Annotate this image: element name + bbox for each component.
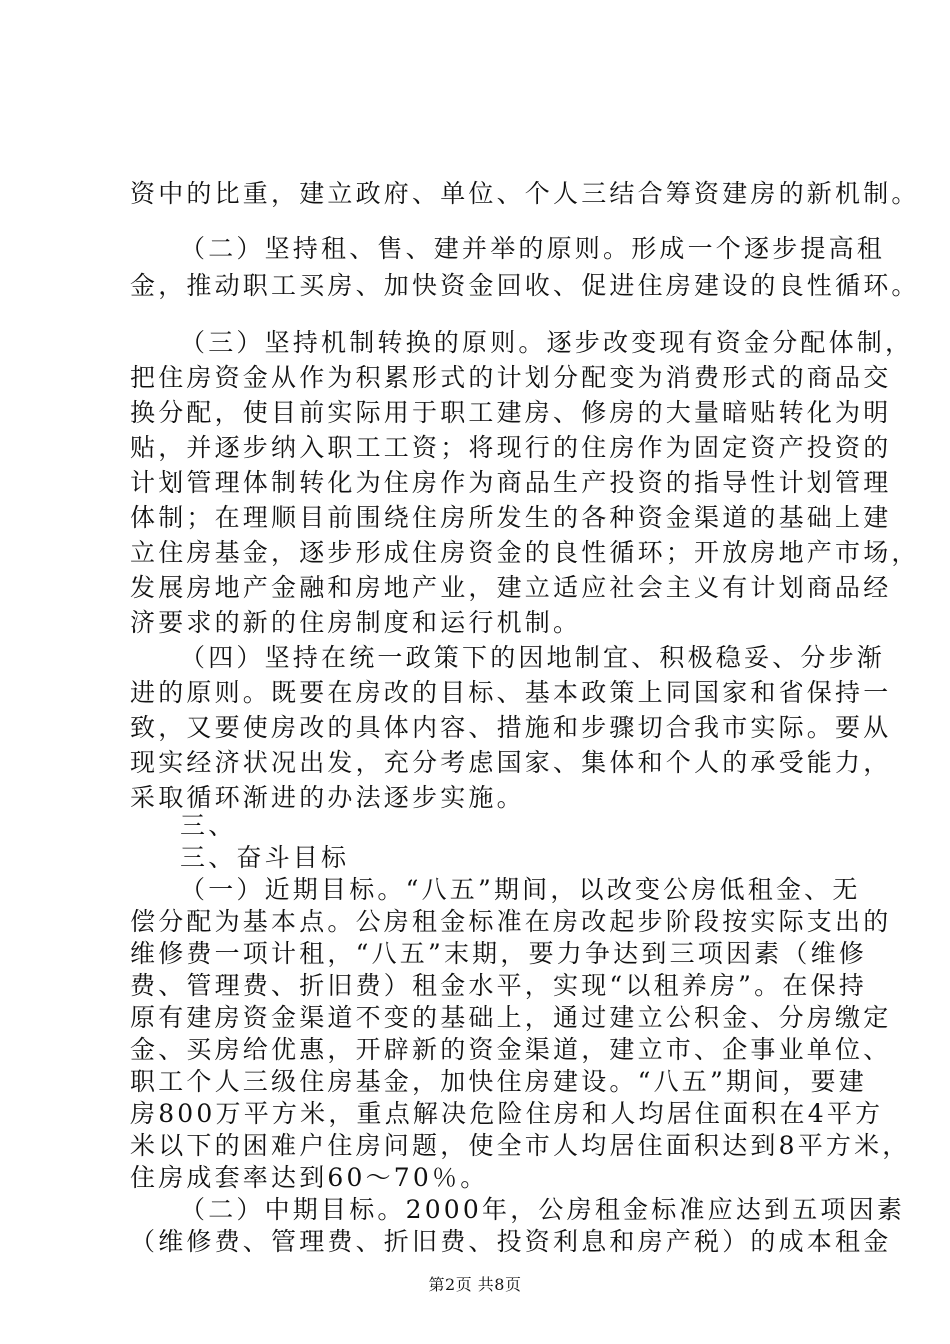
text-line: 住房成套率达到60～70％。 (130, 1163, 489, 1192)
text-line: （四）坚持在统一政策下的因地制宜、积极稳妥、分步渐 (180, 643, 886, 672)
text-line: （三）坚持机制转换的原则。逐步改变现有资金分配体制， (180, 328, 914, 357)
text-line: 把住房资金从作为积累形式的计划分配变为消费形式的商品交 (130, 363, 892, 392)
text-line: 济要求的新的住房制度和运行机制。 (130, 608, 582, 637)
text-line: 立住房基金，逐步形成住房资金的良性循环；开放房地产市场， (130, 538, 920, 567)
text-line: 进的原则。既要在房改的目标、基本政策上同国家和省保持一 (130, 678, 892, 707)
text-line: 原有建房资金渠道不变的基础上，通过建立公积金、分房缴定 (130, 1003, 892, 1032)
text-line: 体制；在理顺目前围绕住房所发生的各种资金渠道的基础上建 (130, 503, 892, 532)
text-line: 偿分配为基本点。公房租金标准在房改起步阶段按实际支出的 (130, 907, 892, 936)
section-heading: 三、 (180, 811, 237, 840)
text-line: （维修费、管理费、折旧费、投资利息和房产税）的成本租金 (130, 1227, 892, 1256)
page-footer: 第2页 共8页 (428, 1275, 522, 1294)
text-line: （二）坚持租、售、建并举的原则。形成一个逐步提高租 (180, 234, 886, 263)
text-line: 资中的比重，建立政府、单位、个人三结合筹资建房的新机制。 (130, 179, 920, 208)
text-line: 米以下的困难户住房问题，使全市人均居住面积达到8平方米， (130, 1131, 911, 1160)
text-line: 金、买房给优惠，开辟新的资金渠道，建立市、企事业单位、 (130, 1035, 892, 1064)
text-line: 发展房地产金融和房地产业，建立适应社会主义有计划商品经 (130, 573, 892, 602)
text-line: （一）近期目标。“八五”期间，以改变公房低租金、无 (180, 875, 861, 904)
text-line: 金，推动职工买房、加快资金回收、促进住房建设的良性循环。 (130, 271, 920, 300)
text-line: （二）中期目标。2000年，公房租金标准应达到五项因素 (180, 1195, 906, 1224)
text-line: 采取循环渐进的办法逐步实施。 (130, 783, 525, 812)
text-line: 现实经济状况出发，充分考虑国家、集体和个人的承受能力， (130, 748, 892, 777)
text-line: 计划管理体制转化为住房作为商品生产投资的指导性计划管理 (130, 468, 892, 497)
text-line: 费、管理费、折旧费）租金水平，实现“以租养房”。在保持 (130, 971, 867, 1000)
section-heading: 三、奋斗目标 (180, 843, 350, 872)
text-line: 换分配，使目前实际用于职工建房、修房的大量暗贴转化为明 (130, 398, 892, 427)
text-line: 致，又要使房改的具体内容、措施和步骤切合我市实际。要从 (130, 713, 892, 742)
text-line: 维修费一项计租，“八五”末期，要力争达到三项因素（维修 (130, 939, 867, 968)
text-line: 贴，并逐步纳入职工工资；将现行的住房作为固定资产投资的 (130, 433, 892, 462)
text-line: 职工个人三级住房基金，加快住房建设。“八五”期间，要建 (130, 1067, 867, 1096)
text-line: 房800万平方米，重点解决危险住房和人均居住面积在4平方 (130, 1099, 884, 1128)
